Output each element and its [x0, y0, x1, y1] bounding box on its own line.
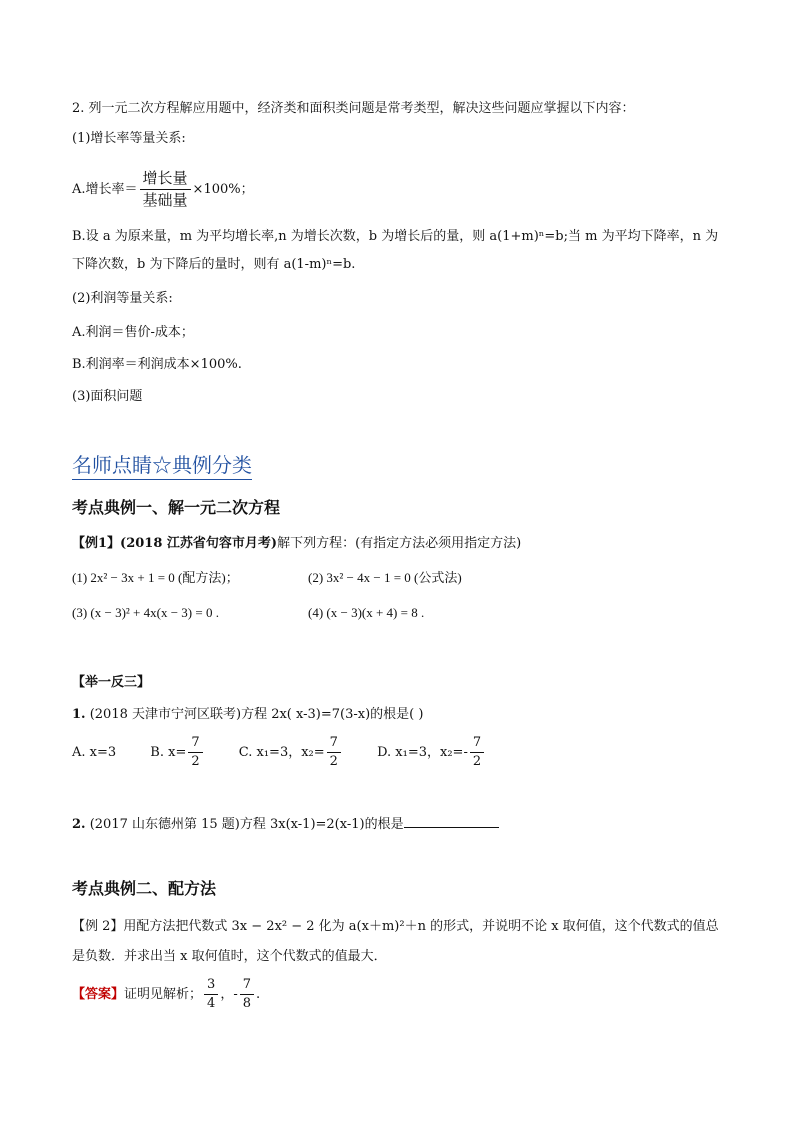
heading-topic-two: 考点典例二、配方法 — [72, 879, 217, 898]
fraction-denominator: 8 — [242, 996, 251, 1012]
fraction-numerator: 增长量 — [140, 168, 191, 190]
answer-separator: ，- — [220, 987, 238, 1003]
example-source: (2018 江苏省句容市月考) — [120, 536, 278, 551]
fraction-denominator: 2 — [472, 754, 482, 770]
paragraph-b-line2: 下降次数，b 为下降后的量时，则有 a(1-m)ⁿ=b. — [72, 257, 356, 272]
fraction — [204, 976, 218, 1013]
paragraph-profit-rate: B.利润率＝利润成本×100%. — [72, 357, 242, 372]
option-d — [377, 735, 486, 770]
answer-blank — [404, 815, 499, 828]
question-number: 1. — [72, 707, 86, 722]
formula-suffix: ×100%； — [192, 182, 254, 197]
question-text: (2017 山东德州第 15 题)方程 3x(x-1)=2(x-1)的根是 — [85, 817, 404, 832]
option-d-prefix: D. x₁=3，x₂=- — [377, 745, 468, 761]
fraction — [140, 168, 191, 211]
fraction-denominator: 基础量 — [142, 191, 188, 209]
fraction-denominator: 2 — [191, 754, 200, 770]
section-title: 名师点睛☆典例分类 — [72, 452, 252, 480]
option-c-prefix: C. x₁=3，x₂= — [238, 745, 325, 761]
fraction-numerator: 7 — [188, 734, 202, 753]
fraction — [240, 976, 254, 1013]
fraction-numerator: 3 — [204, 976, 218, 995]
example-label: 【例1】 — [72, 536, 121, 551]
question-number: 2. — [72, 817, 86, 832]
formula-growth-rate — [72, 168, 254, 211]
paragraph-intro: 2. 列一元二次方程解应用题中，经济类和面积类问题是常考类型，解决这些问题应掌握以下内容： — [72, 101, 635, 116]
fraction-numerator: 7 — [327, 734, 341, 753]
equation-1: (1) 2x² − 3x + 1 = 0 (配方法)； — [72, 570, 239, 585]
fraction — [327, 734, 341, 771]
option-b-prefix: B. x= — [150, 745, 187, 761]
equation-4: (4) (x − 3)(x + 4) = 8 . — [308, 605, 425, 620]
practice-heading: 【举一反三】 — [72, 675, 151, 690]
option-b — [150, 735, 204, 770]
answer-label: 【答案】 — [72, 987, 125, 1003]
question-text: (2018 天津市宁河区联考)方程 2x( x-3)=7(3-x)的根是( ) — [85, 707, 424, 722]
option-a: A. x=3 — [72, 745, 117, 761]
option-c — [238, 735, 343, 770]
example-1 — [72, 535, 521, 553]
fraction-numerator: 7 — [240, 976, 254, 995]
question-1-options — [72, 734, 486, 771]
paragraph-growth-relation: (1)增长率等量关系: — [72, 131, 186, 146]
answer-line — [72, 976, 260, 1013]
question-2 — [72, 815, 499, 834]
equation-2: (2) 3x² − 4x − 1 = 0 (公式法) — [308, 570, 462, 585]
formula-label: A.增长率＝ — [72, 182, 138, 197]
fraction — [470, 734, 484, 771]
example-2-line1: 【例 2】用配方法把代数式 3x − 2x² − 2 化为 a(x＋m)²＋n 的形式，并说明不论 x 取何值，这个代数式的值总 — [72, 919, 719, 934]
example-2-line2: 是负数．并求出当 x 取何值时，这个代数式的值最大． — [72, 949, 387, 964]
fraction — [188, 734, 202, 771]
equation-3: (3) (x − 3)² + 4x(x − 3) = 0 . — [72, 605, 219, 620]
fraction-denominator: 4 — [207, 996, 216, 1012]
paragraph-profit-relation: (2)利润等量关系: — [72, 291, 173, 306]
paragraph-b-line1: B.设 a 为原来量，m 为平均增长率,n 为增长次数，b 为增长后的量，则 a(1+m)ⁿ=b;当 m 为平均下降率，n 为 — [72, 229, 719, 244]
fraction-denominator: 2 — [329, 754, 338, 770]
paragraph-profit: A.利润＝售价-成本； — [72, 325, 194, 340]
question-1 — [72, 706, 423, 724]
example-text: 解下列方程：(有指定方法必须用指定方法) — [277, 536, 522, 551]
answer-end: . — [256, 987, 261, 1003]
fraction-numerator: 7 — [470, 734, 484, 753]
paragraph-area: (3)面积问题 — [72, 389, 143, 404]
answer-text: 证明见解析； — [124, 987, 203, 1003]
heading-topic-one: 考点典例一、解一元二次方程 — [72, 498, 281, 517]
